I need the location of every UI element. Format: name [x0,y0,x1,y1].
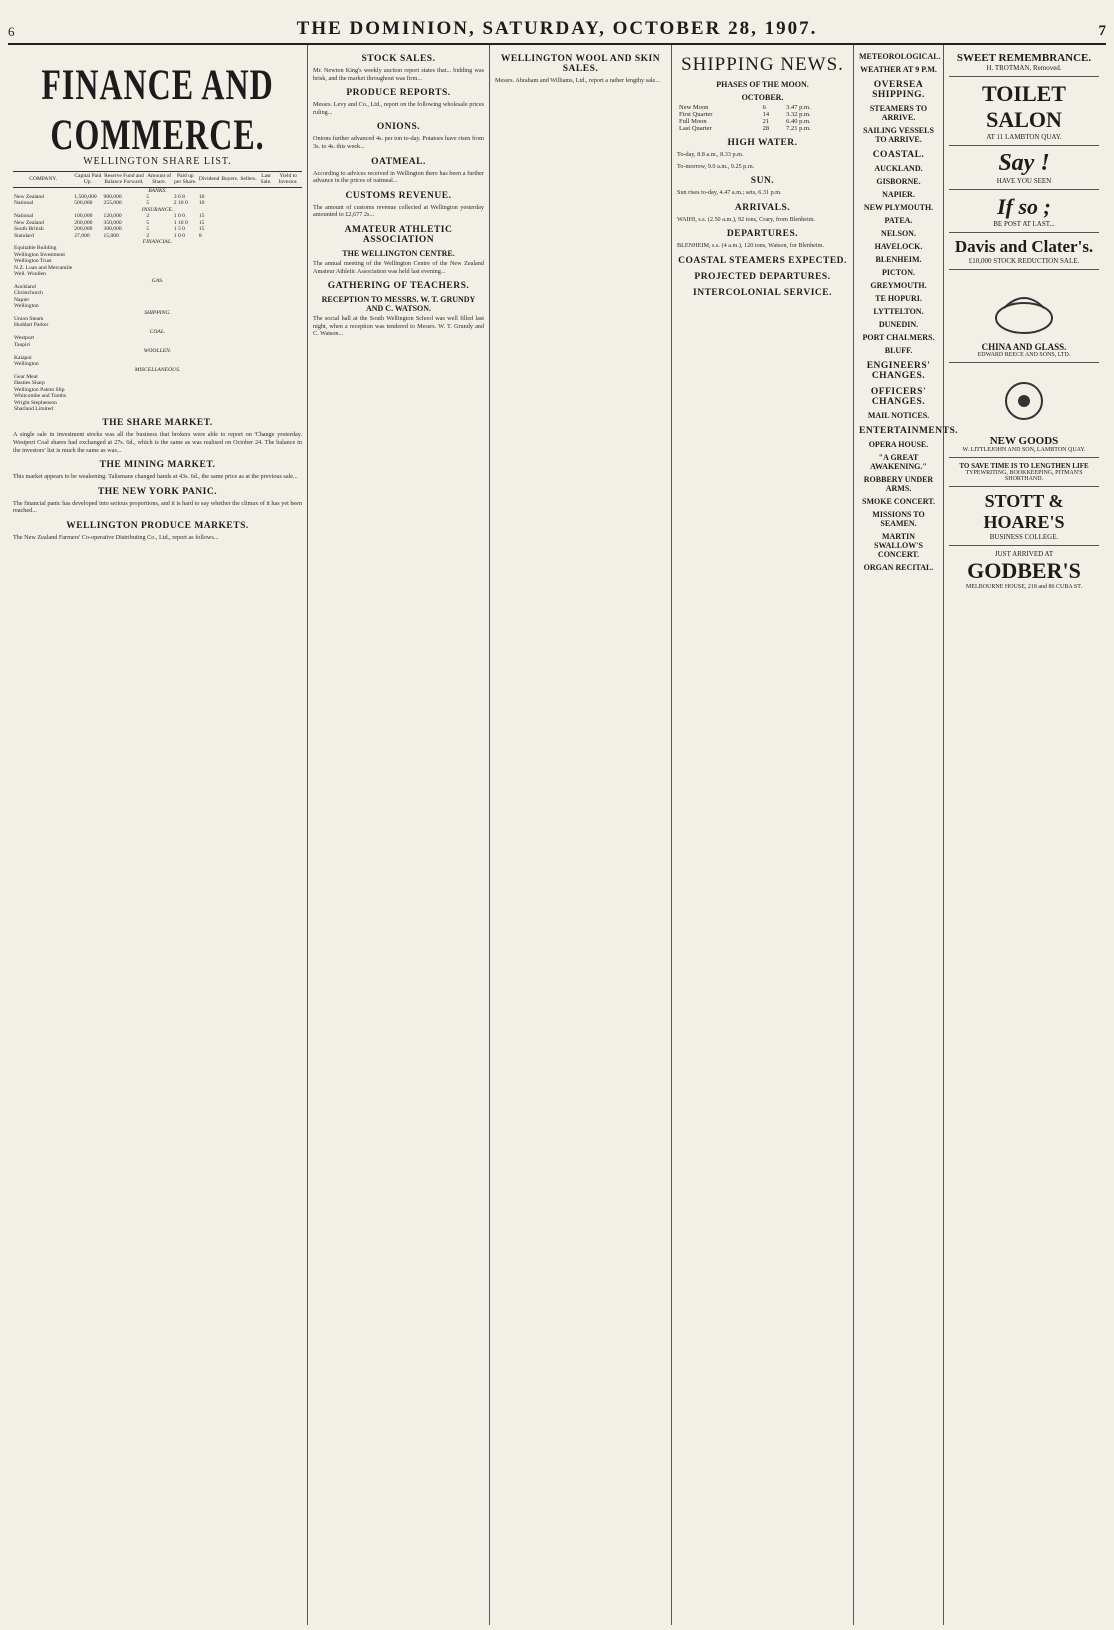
produce-reports-heading: PRODUCE REPORTS. [346,88,451,99]
departures-text: BLENHEIM, s.s. (4 a.m.), 120 tons, Watson, for Blenheim. [677,242,825,250]
share-cell-company: Wellington Investment [14,251,65,258]
new-york-panic-text: The financial panic has developed into serious proportions, and it is hard to say whether the climax of it has yet been reached... [13,499,303,515]
arrivals-heading: ARRIVALS. [734,202,791,213]
share-cell-paid: 1 0 0 [173,232,185,239]
share-col-2: Reserve Fund and Balance Forward. [104,173,144,186]
share-cell-company: Equitable Building [14,245,57,252]
share-cell-share: 5 [146,226,150,233]
missions-heading: MISSIONS TO SEAMEN. [872,510,925,528]
moon-day: 14 [762,111,770,118]
moon-phase: First Quarter [679,111,713,118]
share-cell-yield [274,406,302,412]
share-cell-div [198,406,220,412]
coastal-heading: COASTAL. [872,150,925,160]
port-heading: NEW PLYMOUTH. [863,203,934,212]
share-cell-share: 5 [146,200,150,207]
share-cell-capital: 27,000 [74,232,90,239]
share-col-1: Capital Paid Up. [74,173,102,186]
share-cell-paid: 1 5 0 [173,226,185,233]
share-cell-company: National [14,213,34,220]
finance-column [8,45,308,1625]
share-cell-company: Christchurch [14,290,43,297]
share-cell-reserve: 15,000 [103,232,119,239]
moon-row [677,111,848,118]
robbery-heading: ROBBERY UNDER ARMS. [863,475,934,493]
share-cell-company: Huddart Parker [14,322,49,329]
share-category: COAL. [149,328,166,335]
port-heading: BLUFF. [884,346,913,355]
share-category: SHIPPING. [144,309,171,316]
teachers-text: The social hall at the South Wellington School was well filled last night, when a reception was tendered to Messrs. W. T. Grundy and C. Watson... [313,315,484,338]
moon-time: 3.47 p.m. [786,104,811,111]
share-category: FINANCIAL. [142,239,173,245]
share-cell-reserve: 120,000 [103,213,122,220]
port-heading: AUCKLAND. [874,164,923,173]
port-heading: PICTON. [882,268,915,277]
ad-toilet-salon: TOILET SALON AT 11 LAMBTON QUAY. [949,77,1099,146]
share-cell-capital: 200,000 [74,219,93,226]
share-cell-company: Sharland Limited [14,405,53,412]
share-cell-company: Standard [14,232,34,239]
share-cell-div: 8 [198,232,202,239]
port-list [859,164,938,355]
meteorological-heading: METEOROLOGICAL. [859,52,941,61]
share-col-7: Sellers. [239,172,257,188]
share-col-0: COMPANY. [13,172,73,188]
port-heading: TE HOPURI. [875,294,922,303]
port-heading: LYTTELTON. [873,307,924,316]
coastal-expected-heading: COASTAL STEAMERS EXPECTED. [678,255,847,266]
wool-sales-heading: WELLINGTON WOOL AND SKIN SALES. [500,54,661,74]
sailing-heading: SAILING VESSELS TO ARRIVE. [863,126,934,144]
share-col-3: Amount of Share. [147,173,172,186]
columns [8,45,1106,1625]
steamers-heading: STEAMERS TO ARRIVE. [869,104,928,122]
play-title: "A GREAT AWAKENING." [870,453,927,471]
officers-heading: OFFICERS' CHANGES. [870,387,927,407]
share-cell-last [258,406,275,412]
port-heading: NAPIER. [882,190,915,199]
share-cell-paid: 2 10 0 [173,200,188,207]
share-cell-capital: 1,500,000 [74,194,97,201]
mining-market-heading: THE MINING MARKET. [99,460,216,471]
high-water-today: To-day, 8.8 a.m., 8.33 p.m. [677,151,744,158]
share-col-6: Buyers. [220,172,239,188]
moon-heading: PHASES OF THE MOON. [716,80,809,89]
customs-revenue-text: The amount of customs revenue collected at Wellington yesterday amounted to £2,677 2s... [313,203,484,219]
share-cell-company: Hasties Sharp [14,380,45,387]
share-cell-capital: 100,000 [74,213,93,220]
stock-sales-heading: STOCK SALES. [361,54,436,64]
share-category: MISCELLANEOUS. [134,367,181,374]
ad-stott-hoare: STOTT & HOARE'S BUSINESS COLLEGE. [949,487,1099,546]
share-row [13,187,302,194]
ad-new-goods: NEW GOODS W. LITTLEJOHN AND SON, LAMBTON QUAY. [949,363,1099,458]
reception-heading: RECEPTION TO MESSRS. W. T. GRUNDY AND C. WATSON. [321,295,476,314]
share-cell-reserve [103,406,146,412]
wool-sales-text: Messrs. Abraham and Williams, Ltd., report a rather lengthy sale... [495,77,660,84]
smoke-concert-heading: SMOKE CONCERT. [862,497,935,506]
share-cell-paid: 1 10 0 [173,219,188,226]
share-cell-company: Whitcombe and Tombs [14,393,67,400]
share-cell-company: Wellington Trust [14,258,52,265]
ad-davis-clater: Davis and Clater's. £10,000 STOCK REDUCTION SALE. [949,233,1099,270]
produce-markets-heading: WELLINGTON PRODUCE MARKETS. [66,520,249,531]
share-list-heading: WELLINGTON SHARE LIST. [83,156,232,167]
ad-sweet-remembrance: SWEET REMEMBRANCE. H. TROTMAN, Removed. [949,48,1099,77]
share-cell-company: Union Steam [14,316,44,323]
moon-row [677,118,848,125]
share-col-9: Yield to Investor. [274,172,302,188]
share-cell-capital: 500,000 [74,200,93,207]
produce-markets-text: The New Zealand Farmers' Co-operative Distributing Co., Ltd., report as follows... [13,533,219,541]
share-cell-buy [220,406,239,412]
moon-phase: New Moon [679,104,709,111]
moon-phase: Last Quarter [679,125,712,132]
brooch-illustration [984,371,1064,431]
share-col-4: Paid up per Share. [174,173,197,186]
ad-godbers: JUST ARRIVED AT GODBER'S MELBOURNE HOUSE, 218 and 86 CUBA ST. [966,550,1082,590]
oatmeal-text: According to advices received in Wellington there has been a further advance in the prices of oatmeal... [313,169,484,185]
oatmeal-heading: OATMEAL. [371,156,426,167]
organ-recital-heading: ORGAN RECITAL. [863,563,934,572]
stock-sales-column [308,45,490,1625]
port-heading: DUNEDIN. [878,320,919,329]
teachers-heading: GATHERING OF TEACHERS. [327,281,470,292]
moon-row [677,125,848,132]
moon-time: 6.40 p.m. [786,118,811,125]
oversea-heading: OVERSEA SHIPPING. [872,80,925,100]
share-category: INSURANCE. [141,206,174,213]
athletic-text: The annual meeting of the Wellington Centre of the New Zealand Amateur Athletic Association was held last evening... [313,259,484,275]
ad-say: Say ! HAVE YOU SEEN [949,146,1099,190]
onions-heading: ONIONS. [376,122,421,133]
moon-time: 7.21 p.m. [786,125,811,132]
opera-house-heading: OPERA HOUSE. [868,440,929,449]
vase-illustration [984,278,1064,338]
share-cell-company: Wellington [14,303,39,310]
share-cell-company: Auckland [14,283,36,290]
new-york-panic-heading: THE NEW YORK PANIC. [97,486,218,497]
share-cell-share: 2 [146,213,150,220]
weather-heading: WEATHER AT 9 P.M. [860,65,937,74]
share-cell-company: New Zealand [14,219,44,226]
share-cell-div: 10 [198,200,205,207]
share-cell-share: 5 [146,194,150,201]
share-cell-company: Wellington [14,361,39,368]
share-cell-div: 15 [198,213,205,220]
share-cell-share: 5 [146,219,150,226]
high-water-tomorrow: To-morrow, 9.0 a.m., 9.25 p.m. [677,162,755,170]
share-cell-paid [173,406,198,412]
ad-save-time: TO SAVE TIME IS TO LENGTHEN LIFE TYPEWRITING, BOOKKEEPING, PITMAN'S SHORTHAND. [949,458,1099,487]
share-cell-company: Kaiapoi [14,354,32,361]
wool-column [490,45,672,1625]
moon-day: 21 [762,118,770,125]
share-col-8: Last Sale. [258,172,275,188]
port-heading: PORT CHALMERS. [862,333,935,342]
port-heading: HAVELOCK. [874,242,923,251]
share-cell-company: Wright Stephenson [14,399,57,406]
share-cell-company: National [14,200,34,207]
share-cell-company: Taupiri [14,341,31,348]
share-cell-div: 15 [198,226,205,233]
masthead [8,0,1106,45]
oversea-column [854,45,959,1625]
port-heading: NELSON. [881,229,916,238]
onions-text: Onions further advanced 4s. per ton to-day. Potatoes have risen from 3s. to 4s. this week... [313,135,484,150]
share-cell-reserve: 255,000 [103,200,122,207]
wellington-centre-heading: THE WELLINGTON CENTRE. [342,248,455,258]
finance-heading: FINANCE AND COMMERCE. [41,60,274,159]
ad-china-glass: CHINA AND GLASS. EDWARD REECE AND SONS, LTD. [949,270,1099,363]
share-cell-company: New Zealand [14,194,44,201]
stock-sales-text: Mr. Newton King's weekly auction report states that... bidding was brisk, and the market throughout was firm... [313,67,484,82]
share-row [13,406,302,412]
martin-swallow-heading: MARTIN SWALLOW'S CONCERT. [874,532,923,559]
share-cell-div: 15 [198,219,205,226]
sun-text: Sun rises to-day, 4.47 a.m.; sets, 6.31 p.m. [677,189,782,197]
moon-day: 28 [762,125,770,132]
share-category: GAS. [151,277,164,284]
ad-if-so: If so ; BE POST AT LAST... [949,190,1099,233]
share-cell-div: 10 [198,194,205,201]
share-col-5: Dividend [198,172,220,188]
share-cell-company: Wellington Patent Slip [14,386,65,393]
moon-time: 3.32 p.m. [786,111,811,118]
moon-table [677,104,848,132]
share-category: WOOLLEN. [143,348,172,355]
intercolonial-heading: INTERCOLONIAL SERVICE. [693,287,832,298]
page-number: 7 [1098,23,1106,39]
shipping-column [672,45,854,1625]
engineers-heading: ENGINEERS' CHANGES. [866,361,931,381]
share-cell-reserve: 350,000 [103,219,122,226]
share-cell-share: 2 [146,232,150,239]
port-heading: GISBORNE. [876,177,921,186]
moon-phase: Full Moon [679,118,707,125]
share-market-heading: THE SHARE MARKET. [102,418,213,429]
moon-month: OCTOBER. [741,93,784,102]
share-table [13,171,302,412]
share-cell-company: N.Z. Loan and Mercantile [14,264,73,271]
share-cell-company: South British [14,226,44,233]
share-cell-company: Napier [14,296,30,303]
produce-reports-text: Messrs. Levy and Co., Ltd., report on the following wholesale prices ruling... [313,101,484,116]
port-heading: BLENHEIM. [875,255,922,264]
departures-heading: DEPARTURES. [726,229,799,240]
port-heading: GREYMOUTH. [870,281,927,290]
share-market-text: A single sale in investment stocks was all the business that brokers were able to report on 'Change yesterday. Westport Coal shares had exchanged at 27s. 6d., which is the same as was realised on October 24. The balance in the investors' list is much the same as was... [13,431,302,454]
sun-heading: SUN. [750,176,775,187]
moon-day: 6 [762,104,766,111]
masthead-left: 6 [8,24,15,39]
arrivals-text: WAIHI, s.s. (2.50 a.m.), 92 tons, Crary, from Blenheim. [677,215,816,223]
share-cell-share [145,406,172,412]
share-cell-company: Well. Woollen [14,271,46,278]
projected-heading: PROJECTED DEPARTURES. [694,271,831,282]
mining-market-text: This market appears to be weakening. Talismans changed hands at 43s. 6d., the same price as at the previous sale... [13,473,298,481]
customs-revenue-heading: CUSTOMS REVENUE. [345,190,452,201]
share-cell-reserve: 900,000 [103,194,122,201]
port-heading: PATEA. [884,216,913,225]
mail-notices-heading: MAIL NOTICES. [867,411,930,420]
share-cell-sell [239,406,257,412]
share-cell-company: Gear Meat [14,373,38,380]
share-category: BANKS. [148,187,167,194]
share-cell-paid: 1 0 0 [173,213,185,220]
masthead-title: THE DOMINION, SATURDAY, OCTOBER 28, 1907. [296,18,818,39]
share-cell-company: Westport [14,335,35,342]
ads-column [944,45,1104,1625]
share-cell-capital: 200,000 [74,226,93,233]
shipping-heading: SHIPPING NEWS. [681,54,844,75]
share-cell-reserve: 300,000 [103,226,122,233]
moon-row [677,104,848,111]
high-water-heading: HIGH WATER. [727,138,798,148]
share-cell-paid: 3 6 8 [173,194,185,201]
athletic-heading: AMATEUR ATHLETIC ASSOCIATION [344,224,453,245]
entertainments-heading: ENTERTAINMENTS. [859,426,959,436]
share-cell-capital [73,406,102,412]
